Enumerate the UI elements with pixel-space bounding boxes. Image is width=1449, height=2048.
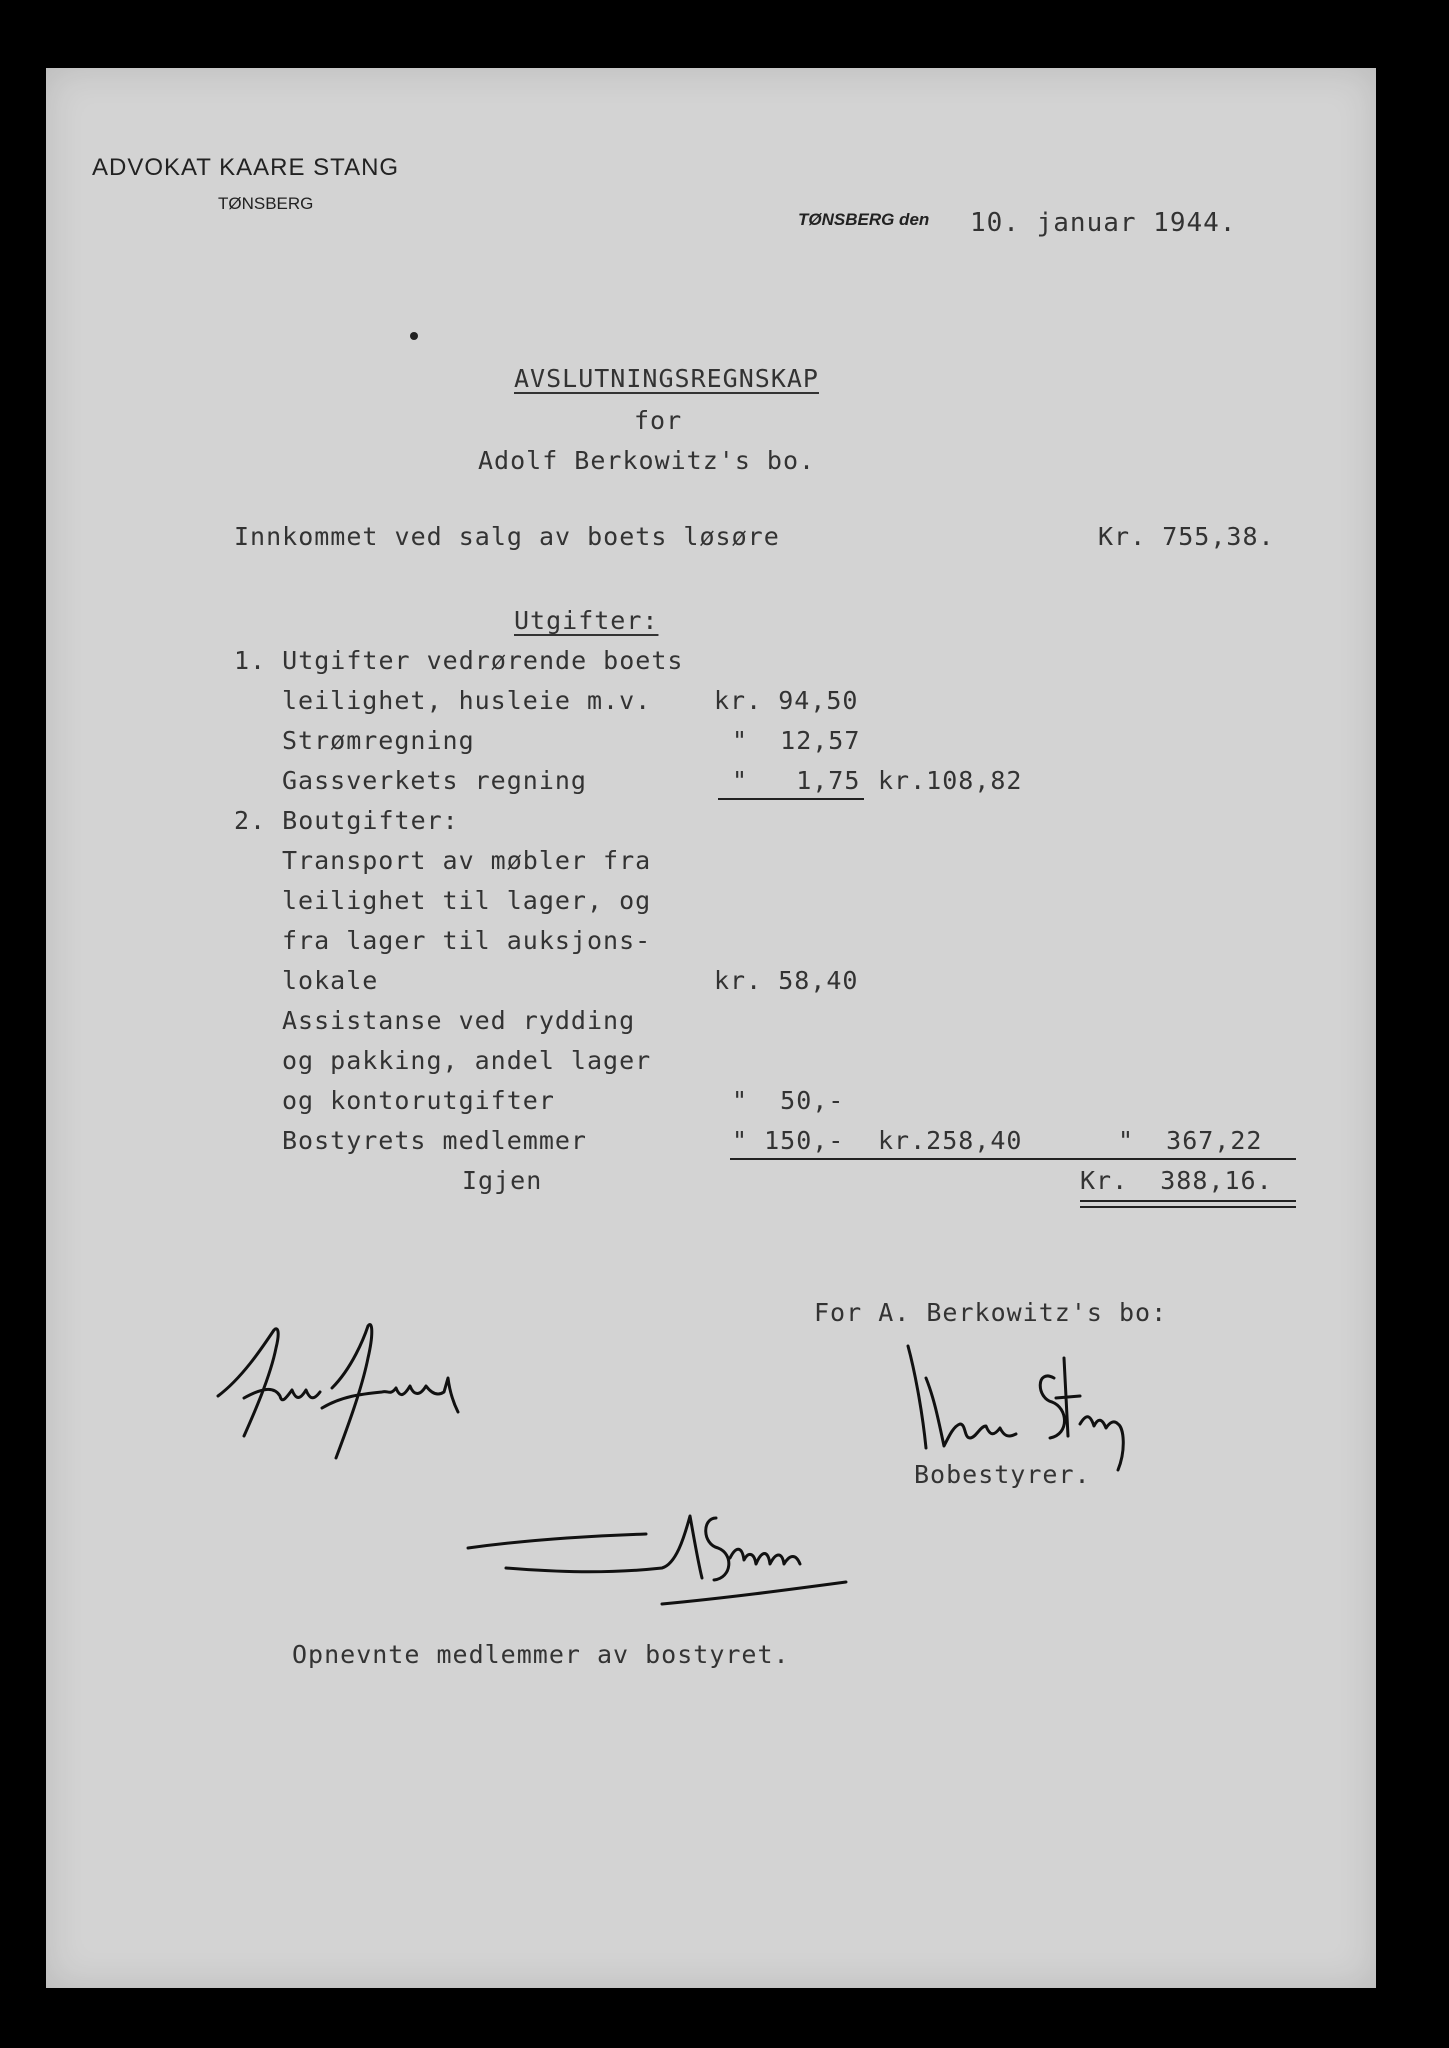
section1-subtotal: kr.108,82 bbox=[878, 766, 1023, 795]
section1-item-label: Strømregning bbox=[282, 726, 475, 755]
signoff-for-line: For A. Berkowitz's bo: bbox=[814, 1298, 1168, 1327]
dateline-date: 10. januar 1944. bbox=[970, 208, 1237, 238]
letterhead-city: TØNSBERG bbox=[218, 194, 314, 213]
section1-rule bbox=[718, 798, 864, 800]
remainder-amount: Kr. 388,16. bbox=[1080, 1166, 1273, 1195]
section1-item-label: leilighet, husleie m.v. bbox=[282, 686, 652, 715]
expenses-total: " 367,22 bbox=[1118, 1126, 1263, 1155]
signature-right bbox=[904, 1338, 1144, 1478]
total-rule bbox=[730, 1158, 1296, 1160]
signoff-role: Bobestyrer. bbox=[914, 1460, 1091, 1489]
assist-line: og kontorutgifter bbox=[282, 1086, 555, 1115]
transport-line: Transport av møbler fra bbox=[282, 846, 652, 875]
section1-title: 1. Utgifter vedrørende boets bbox=[234, 646, 684, 675]
document-page bbox=[46, 68, 1376, 1988]
footer-caption: Opnevnte medlemmer av bostyret. bbox=[292, 1640, 790, 1669]
board-amount: " 150,- bbox=[732, 1126, 845, 1155]
assist-line: Assistanse ved rydding bbox=[282, 1006, 636, 1035]
transport-line: lokale bbox=[282, 966, 379, 995]
section2-title: 2. Boutgifter: bbox=[234, 806, 459, 835]
section1-item-amount: kr. 94,50 bbox=[714, 686, 859, 715]
assist-amount: " 50,- bbox=[732, 1086, 845, 1115]
dateline-place: TØNSBERG den bbox=[798, 210, 930, 229]
remainder-rule bbox=[1080, 1206, 1296, 1208]
section1-item-amount: " 1,75 bbox=[732, 766, 861, 795]
remainder-label: Igjen bbox=[462, 1166, 543, 1195]
signature-middle bbox=[466, 1498, 886, 1618]
transport-line: leilighet til lager, og bbox=[282, 886, 652, 915]
transport-line: fra lager til auksjons- bbox=[282, 926, 652, 955]
board-label: Bostyrets medlemmer bbox=[282, 1126, 587, 1155]
paper-mark bbox=[410, 332, 418, 340]
signature-left bbox=[212, 1308, 482, 1468]
remainder-rule bbox=[1080, 1200, 1296, 1202]
title-for: for bbox=[634, 406, 683, 435]
letterhead-firm: ADVOKAT KAARE STANG bbox=[92, 154, 400, 181]
section1-item-amount: " 12,57 bbox=[732, 726, 861, 755]
assist-line: og pakking, andel lager bbox=[282, 1046, 652, 1075]
document-title: AVSLUTNINGSREGNSKAP bbox=[514, 364, 819, 393]
expenses-heading: Utgifter: bbox=[514, 606, 659, 635]
section2-subtotal: kr.258,40 bbox=[878, 1126, 1023, 1155]
section1-item-label: Gassverkets regning bbox=[282, 766, 587, 795]
transport-amount: kr. 58,40 bbox=[714, 966, 859, 995]
income-label: Innkommet ved salg av boets løsøre bbox=[234, 522, 780, 551]
income-amount: Kr. 755,38. bbox=[1098, 522, 1275, 551]
estate-name: Adolf Berkowitz's bo. bbox=[478, 446, 816, 475]
